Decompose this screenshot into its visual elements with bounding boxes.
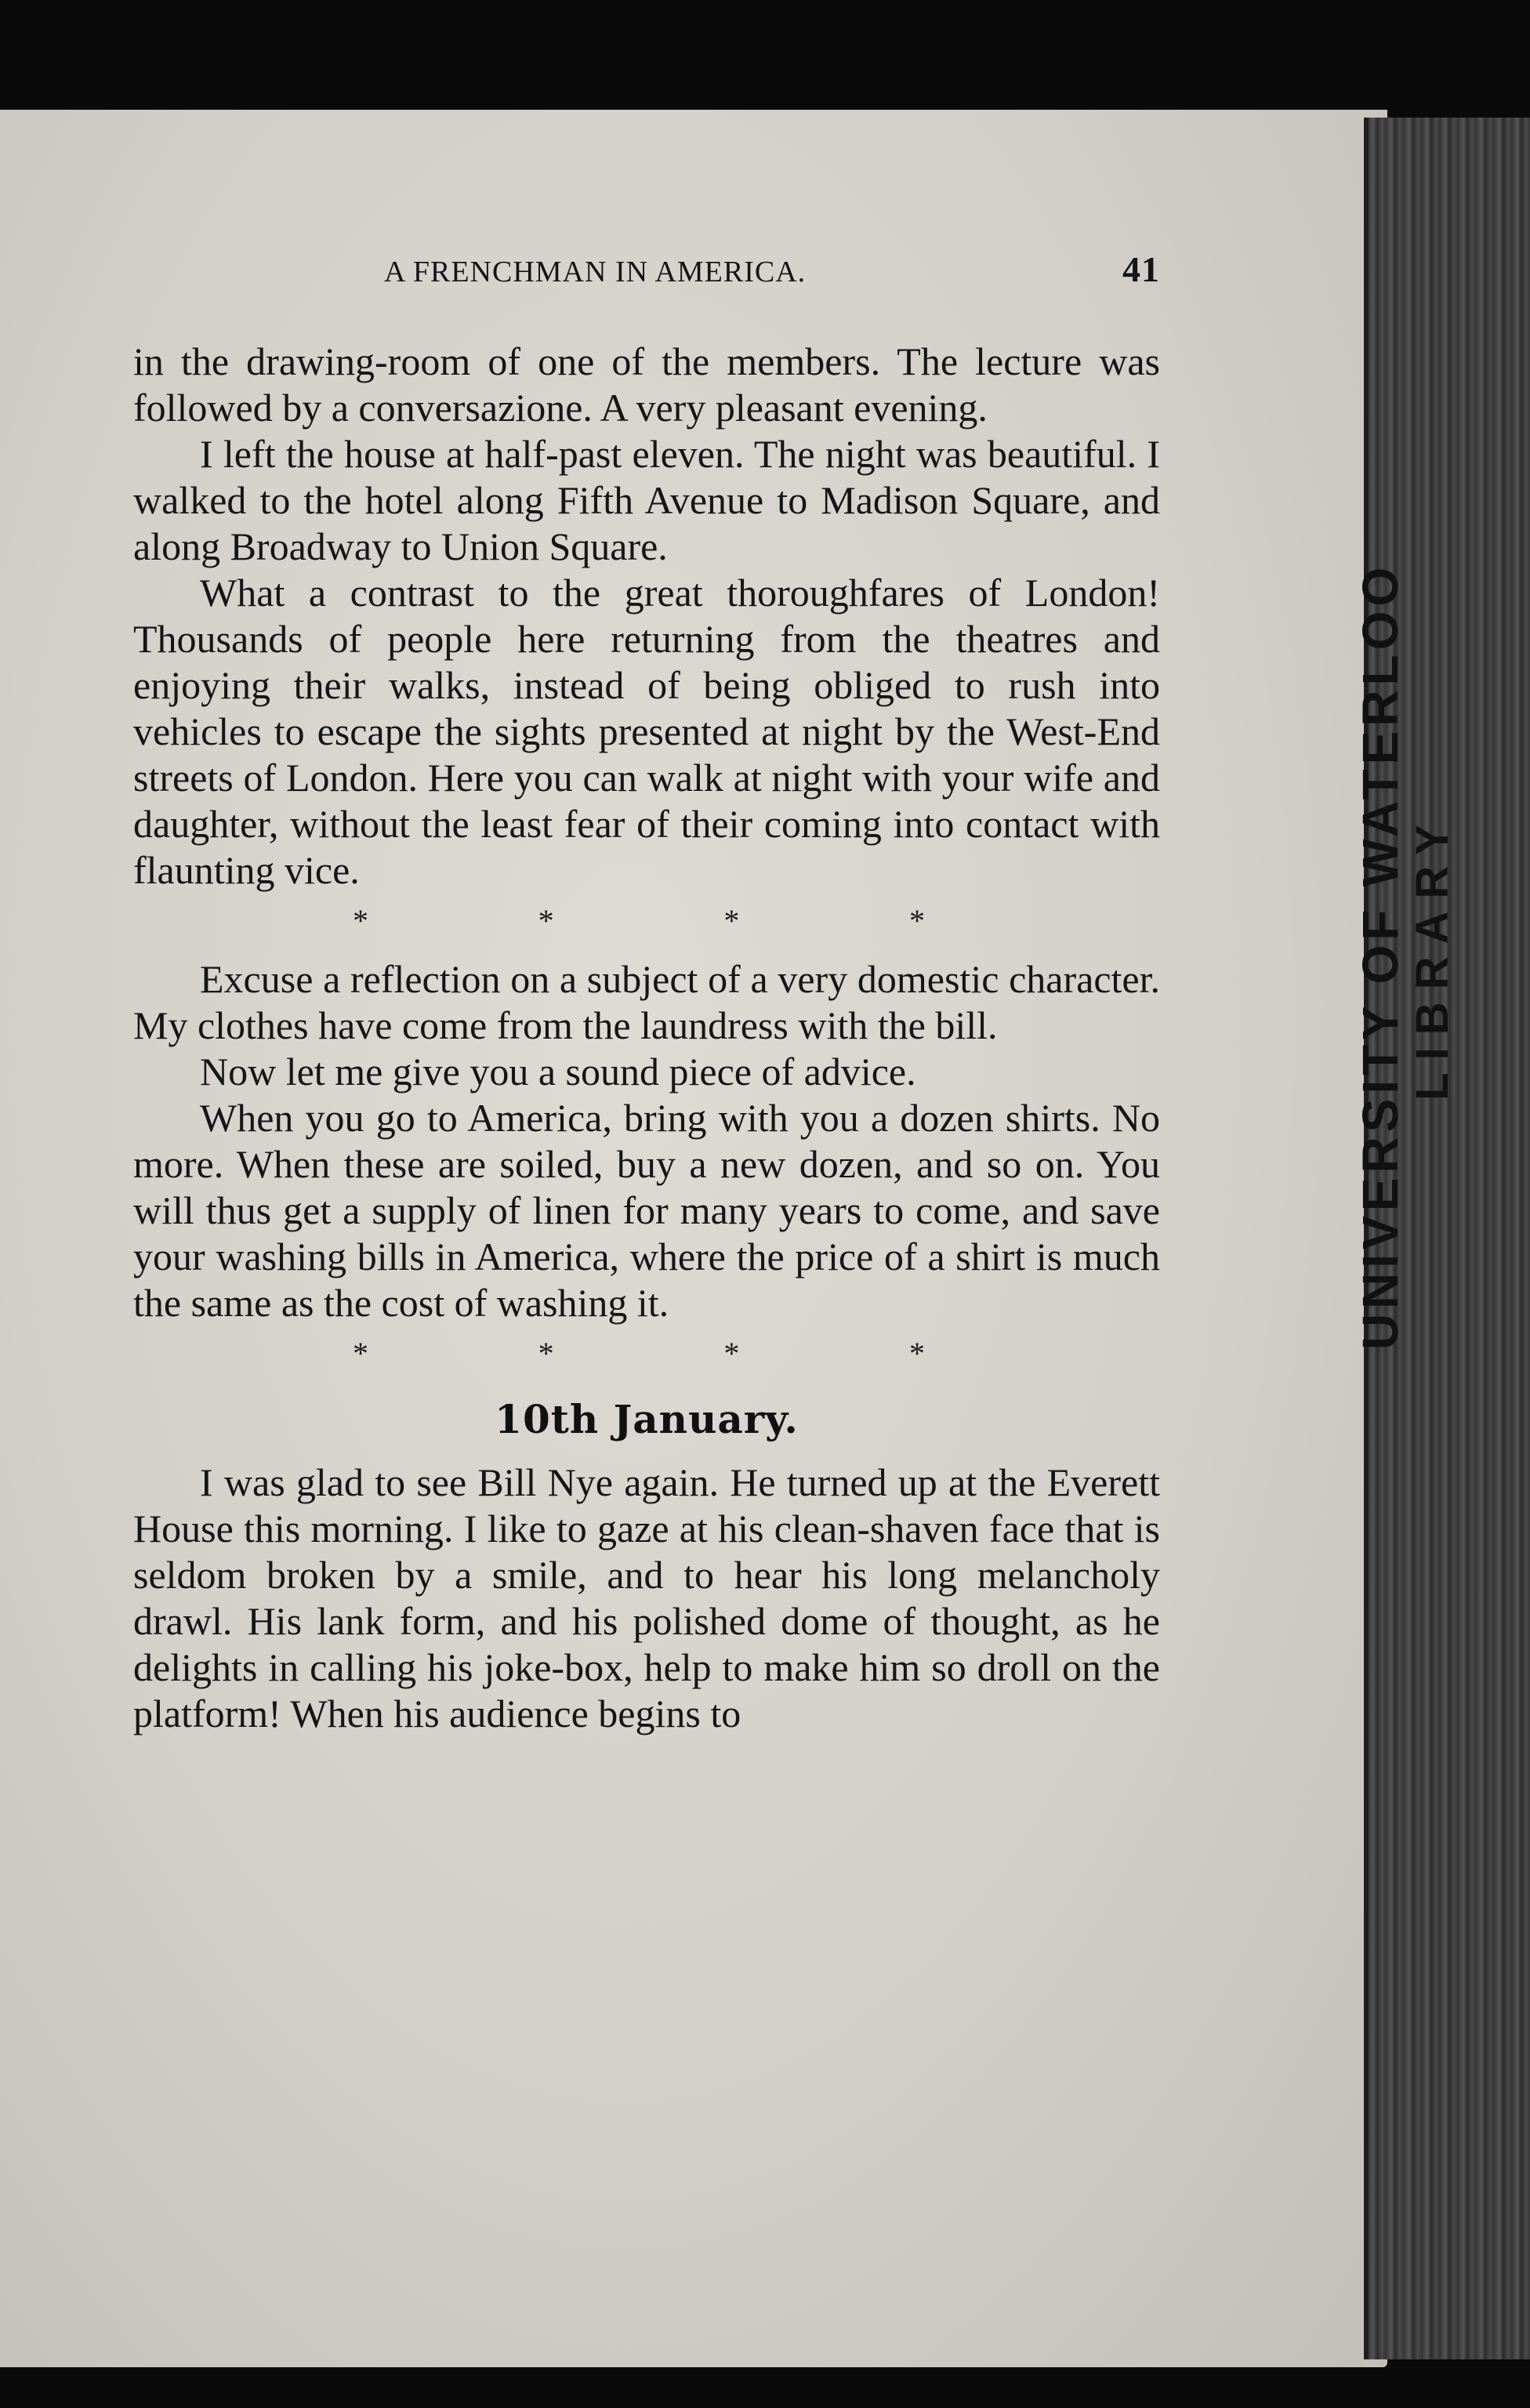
- section-break-star: *: [723, 1336, 740, 1371]
- section-break-star: *: [538, 1336, 554, 1371]
- paragraph: I left the house at half-past eleven. The night was beautiful. I walked to the hotel along Fifth Avenue to Madison Square, and along Broadway to Union Square.: [133, 432, 1160, 568]
- section-break-star: *: [538, 903, 554, 938]
- section-break: [353, 901, 925, 941]
- running-title: A FRENCHMAN IN AMERICA.: [384, 256, 807, 288]
- library-stamp-line-2: LIBRARY: [1407, 812, 1458, 1101]
- paragraph: What a contrast to the great thoroughfares of London! Thousands of people here returning from the theatres and enjoying their walks, instead of being obliged to rush into vehicles to escape the sights presented at night by the West-End streets of London. Here you can walk at night with your wife and daughter, without the least fear of their coming into contact with flaunting vice.: [133, 571, 1160, 892]
- section-heading: 10th January.: [495, 1396, 799, 1442]
- section-break-star: *: [908, 903, 925, 938]
- section-break: [353, 1334, 925, 1373]
- section-break-star: *: [723, 903, 740, 938]
- paragraph: in the drawing-room of one of the members. The lecture was followed by a conversazione. A very pleasant evening.: [133, 339, 1160, 430]
- section-break-star: *: [353, 1336, 368, 1371]
- section-break-star: *: [353, 903, 368, 938]
- body-text: [133, 339, 1160, 1737]
- section-break-star: *: [908, 1336, 925, 1371]
- paragraph: Now let me give you a sound piece of advice.: [200, 1050, 916, 1093]
- paragraph: I was glad to see Bill Nye again. He turned up at the Everett House this morning. I like to gaze at his clean-shaven face that is seldom broken by a smile, and to hear his long melancholy drawl. His lank form, and his polished dome of thought, as he delights in calling his joke-box, help to make him so droll on the platform! When his audience begins to: [133, 1460, 1160, 1735]
- paragraph: Excuse a reflection on a subject of a very domestic character. My clothes have come from the laundress with the bill.: [133, 957, 1160, 1047]
- library-stamp-line-1: UNIVERSITY OF WATERLOO: [1352, 562, 1409, 1351]
- page-number: 41: [1122, 249, 1160, 289]
- library-stamp: [1352, 55, 1457, 1858]
- paragraph: When you go to America, bring with you a dozen shirts. No more. When these are soiled, buy a new dozen, and so on. You will thus get a supply of linen for many years to come, and save your washing bills in America, where the price of a shirt is much the same as the cost of washing it.: [133, 1096, 1160, 1325]
